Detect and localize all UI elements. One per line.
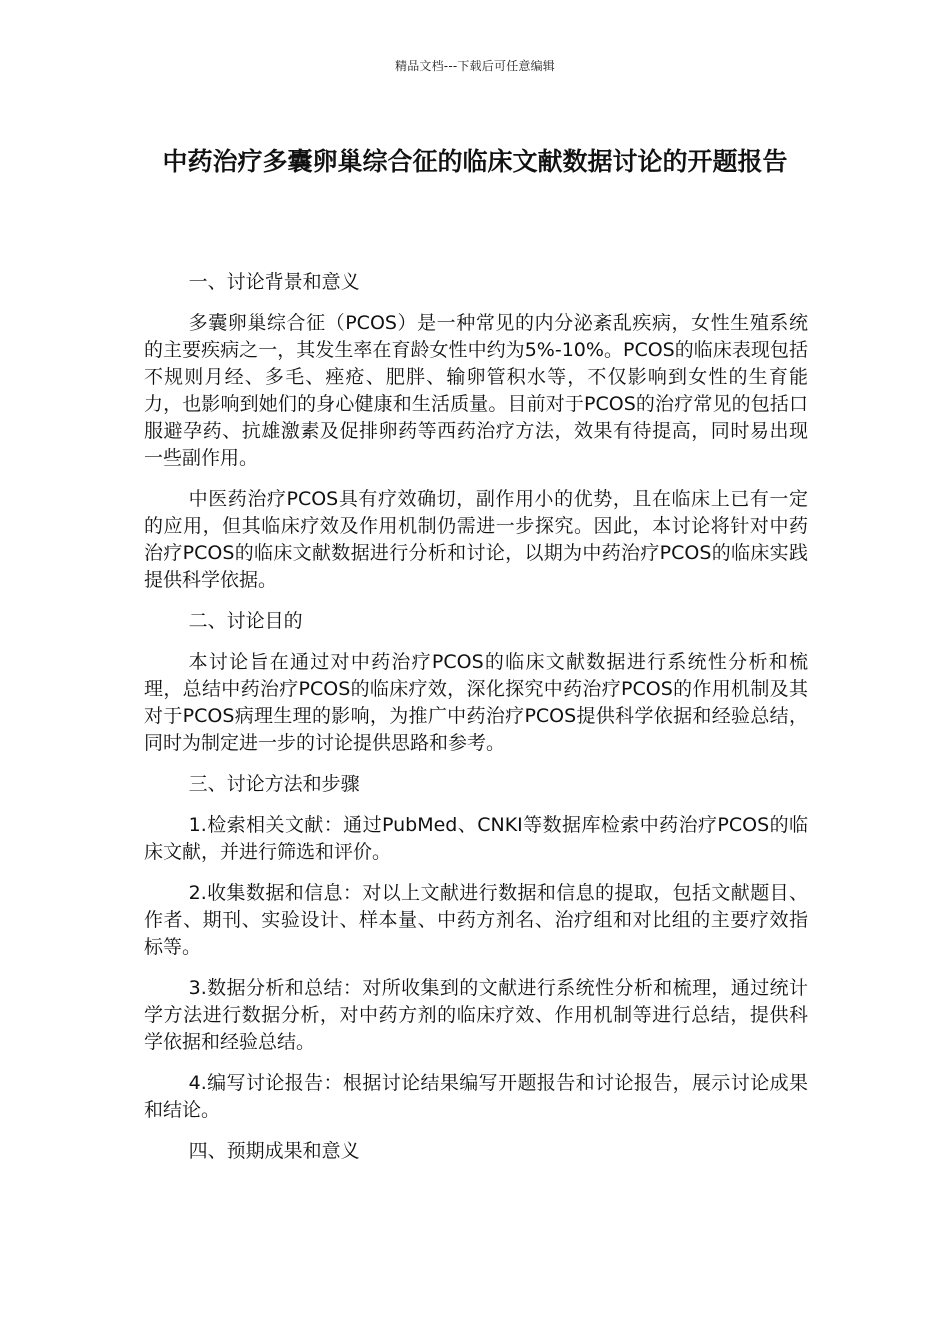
paragraph-method-step-2: 2.收集数据和信息：对以上文献进行数据和信息的提取，包括文献题目、作者、期刊、实验设计、样本量、中药方剂名、治疗组和对比组的主要疗效指标等。	[144, 882, 808, 958]
paragraph-method-step-4: 4.编写讨论报告：根据讨论结果编写开题报告和讨论报告，展示讨论成果和结论。	[144, 1072, 808, 1121]
paragraph-method-step-3: 3.数据分析和总结：对所收集到的文献进行系统性分析和梳理，通过统计学方法进行数据分析，对中药方剂的临床疗效、作用机制等进行总结，提供科学依据和经验总结。	[144, 977, 808, 1053]
paragraph-purpose: 本讨论旨在通过对中药治疗PCOS的临床文献数据进行系统性分析和梳理，总结中药治疗PCOS的临床疗效，深化探究中药治疗PCOS的作用机制及其对于PCOS病理生理的影响，为推广中药治疗PCOS提供科学依据和经验总结，同时为制定进一步的讨论提供思路和参考。	[144, 651, 808, 754]
paragraph-background-1: 多囊卵巢综合征（PCOS）是一种常见的内分泌紊乱疾病，女性生殖系统的主要疾病之一，其发生率在育龄女性中约为5%-10%。PCOS的临床表现包括不规则月经、多毛、痤疮、肥胖、输卵管积水等，不仅影响到女性的生育能力，也影响到她们的身心健康和生活质量。目前对于PCOS的治疗常见的包括口服避孕药、抗雄激素及促排卵药等西药治疗方法，效果有待提高，同时易出现一些副作用。	[144, 312, 808, 469]
paragraph-background-2: 中医药治疗PCOS具有疗效确切，副作用小的优势，且在临床上已有一定的应用，但其临床疗效及作用机制仍需进一步探究。因此，本讨论将针对中药治疗PCOS的临床文献数据进行分析和讨论，以期为中药治疗PCOS的临床实践提供科学依据。	[144, 488, 808, 591]
document-body	[144, 269, 808, 1179]
document-title: 中药治疗多囊卵巢综合征的临床文献数据讨论的开题报告	[162, 147, 788, 176]
section-heading-purpose: 二、讨论目的	[188, 610, 303, 632]
section-heading-methods: 三、讨论方法和步骤	[188, 773, 360, 795]
section-heading-background: 一、讨论背景和意义	[188, 271, 360, 293]
section-heading-outcomes: 四、预期成果和意义	[188, 1140, 360, 1162]
header-note: 精品文档---下载后可任意编辑	[395, 59, 555, 73]
paragraph-method-step-1: 1.检索相关文献：通过PubMed、CNKI等数据库检索中药治疗PCOS的临床文献，并进行筛选和评价。	[144, 814, 808, 863]
